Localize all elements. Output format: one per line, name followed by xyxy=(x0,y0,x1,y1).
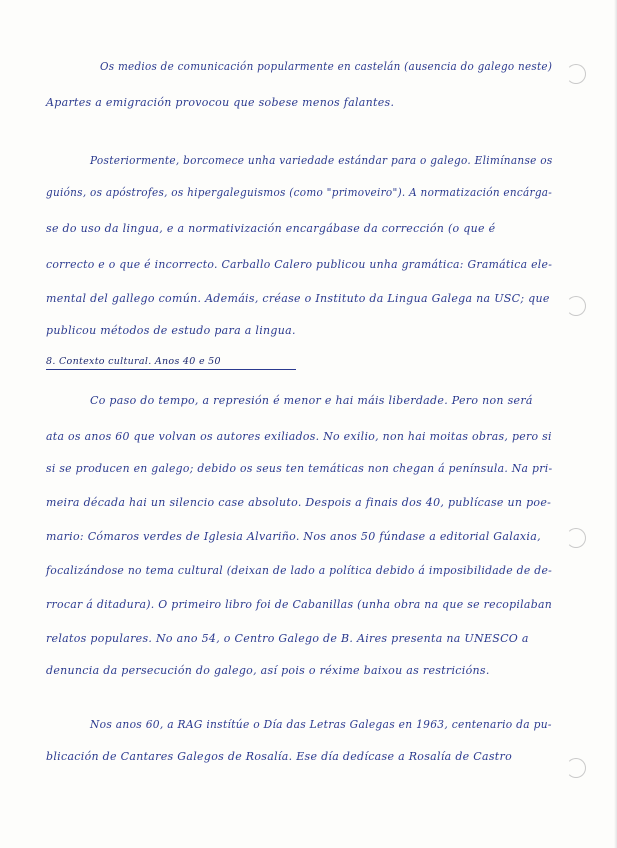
text-line: meira década hai un silencio case absoluto. Despois a finais dos 40, publícase un poe- xyxy=(46,496,552,509)
text-line: mental del gallego común. Ademáis, créase o Instituto da Lingua Galega na USC; que xyxy=(46,292,550,305)
text-line: focalizándose no tema cultural (deixan de lado a política debido á imposibilidade de de- xyxy=(46,564,553,577)
punch-hole xyxy=(566,296,586,316)
text-line: ata os anos 60 que volvan os autores exiliados. No exilio, non hai moitas obras, pero si xyxy=(46,430,552,443)
text-line: correcto e o que é incorrecto. Carballo Calero publicou unha gramática: Gramática ele- xyxy=(46,258,553,271)
text-line: publicou métodos de estudo para a lingua. xyxy=(46,324,296,337)
section-heading: 8. Contexto cultural. Anos 40 e 50 xyxy=(46,356,221,367)
text-line: Co paso do tempo, a represión é menor e hai máis liberdade. Pero non será xyxy=(90,394,533,407)
punch-hole xyxy=(566,64,586,84)
text-line: denuncia da persecución do galego, así pois o réxime baixou as restricións. xyxy=(46,664,490,677)
punch-hole xyxy=(566,528,586,548)
text-line: guións, os apóstrofes, os hipergaleguismos (como "primoveiro"). A normatización encárga- xyxy=(46,186,553,199)
text-line: mario: Cómaros verdes de Iglesia Alvariño. Nos anos 50 fúndase a editorial Galaxia, xyxy=(46,530,541,543)
text-line: blicación de Cantares Galegos de Rosalía. Ese día dedícase a Rosalía de Castro xyxy=(46,750,512,763)
text-line: Apartes a emigración provocou que sobese menos falantes. xyxy=(46,96,395,109)
punch-hole xyxy=(566,758,586,778)
text-line: relatos populares. No ano 54, o Centro Galego de B. Aires presenta na UNESCO a xyxy=(46,632,529,645)
text-line: Nos anos 60, a RAG instítúe o Día das Letras Galegas en 1963, centenario da pu- xyxy=(90,718,552,731)
text-line: rrocar á ditadura). O primeiro libro foi de Cabanillas (unha obra na que se recopilaban xyxy=(46,598,553,611)
section-heading-underline xyxy=(46,369,296,370)
text-line: Posteriormente, borcomece unha variedade estándar para o galego. Elimínanse os xyxy=(90,154,553,167)
text-line: si se producen en galego; debido os seus ten temáticas non chegan á península. Na pri- xyxy=(46,462,553,475)
text-line: Os medios de comunicación popularmente en castelán (ausencia do galego neste) xyxy=(100,60,553,73)
text-line: se do uso da lingua, e a normativización encargábase da corrección (o que é xyxy=(46,222,496,235)
